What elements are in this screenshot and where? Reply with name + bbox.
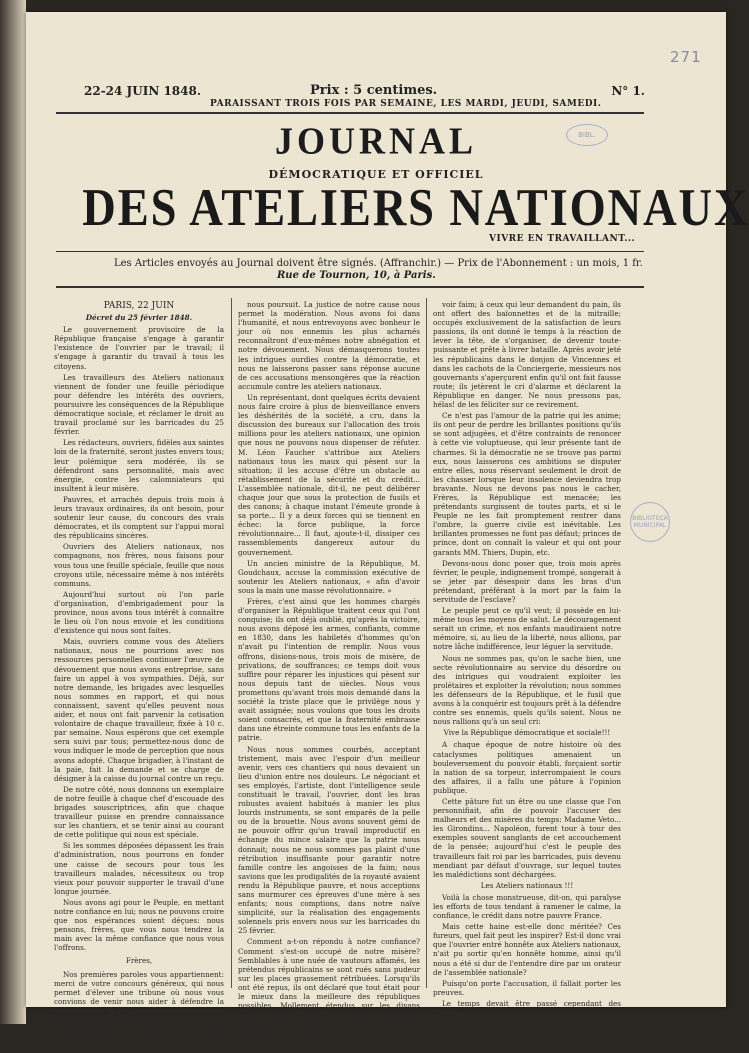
binding-edge (0, 0, 26, 1024)
column-divider (231, 298, 232, 988)
paragraph: Cette pâture fut un être ou une classe que l'on personnifiait, afin de pouvoir l'accuser des malheurs et des misères du temps: Madame Veto... les Girondins... Napoléon, furent tour à tour des exemples souvent sanglants de cet accouchement de la pensée; aujourd'hui c'est le peuple des travailleurs fait roi par les barricades, puis devenu mendiant par défaut d'ouvrage, sur lequel toutes les malédictions sont déchargées. (433, 796, 621, 879)
paragraph: Le peuple peut ce qu'il veut; il possède en lui-même tous les moyens de salut. Le découragement serait un crime, et nos enfants maudiraient notre mémoire, si, au lieu de la liberté, nous allions, par notre lâche indifférence, leur léguer la servitude. (433, 606, 621, 652)
paragraph: Nous nous sommes courbés, acceptant tristement, mais avec l'espoir d'un meilleur avenir, vers ces chantiers qui nous devaient un lieu d'union entre nos douleurs. Le négociant et ses employés, l'artiste, dont l'intelligence seule constituait le travail, l'ouvrier, dont les bras robustes avaient habitués à manier les plus lourds instruments, se sont emparés de la pelle ou de la brouette. Nous avons souvent gémi de ne pouvoir offrir qu'un travail improductif en échange du mince salaire que la patrie nous donnait; nous ne nous sommes pas plaint d'une rétribution insuffisante pour garantir notre famille contre les angoisses de la faim; nous savions que les prodigalités de la royauté avaient rendu la République pauvre, et nous acceptions sans murmurer ces épreuves d'une mère à ses enfants; nous comptions, dans notre naïve simplicité, sur la réalisation des engagements solennels pris envers nous sur les barricades du 25 février. (238, 744, 420, 936)
paragraph: Un ancien ministre de la République, M. Goudchaux, accuse la commission exécutive de soutenir les Ateliers nationaux, « afin d'avoir sous la main une masse révolutionnaire. » (238, 558, 420, 595)
paragraph: Pauvres, et arrachés depuis trois mois à leurs travaux ordinaires, ils ont besoin, pour soutenir leur cause, du concours des vrais démocrates, et ils comptent sur l'appui moral des républicains sincères. (54, 494, 224, 541)
paragraph: Les rédacteurs, ouvriers, fidèles aux saintes lois de la fraternité, seront justes envers tous; leur polémique sera modérée, ils se défendront sans personnalité, mais avec énergie, contre les calomniateurs qui insultent à leur misère. (54, 438, 224, 493)
folio-number: 271 (670, 48, 702, 66)
paragraph: Voilà la chose monstrueuse, dit-on, qui paralyse les efforts de tous tendant à ramener le calme, la confiance, le crédit dans notre pauvre France. (433, 892, 621, 921)
paragraph: A chaque époque de notre histoire où des cataclysmes politiques amenaient un bouleversement du pouvoir établi, forçaient sortir la nation de sa torpeur, interrompaient le cours des affaires, il a fallu une pâture à l'opinion publique. (433, 740, 621, 795)
dateline: PARIS, 22 JUIN (103, 301, 175, 311)
paragraph: Puisqu'on porte l'accusation, il fallait porter les preuves. (433, 978, 621, 997)
publication-schedule: PARAISSANT TROIS FOIS PAR SEMAINE, LES MARDI, JEUDI, SAMEDI. (210, 99, 602, 109)
paragraph: Comment a-t-on répondu à notre confiance? Comment s'est-on occupé de notre misère? Semblables à une nuée de vautours affamés, les prétendus républicains se sont rués sans pudeur sur les places grassement rétribuées. Lorsqu'ils ont été repus, ils ont déclaré que tout était pour le mieux dans la meilleure des républiques possibles. Mollement étendus sur les divans royaux, traînés dans les douces voitures de l'ancienne cour, ils se sont indignés que des misérables se plaignissent d'a- (238, 937, 420, 1038)
masthead-motto: VIVRE EN TRAVAILLANT... (489, 234, 636, 244)
paragraph: Mais cette haine est-elle donc méritée? Ces fureurs, quel fait peut les inspirer? Est-il donc vrai que l'ouvrier entré honnête aux Ateliers nationaux, n'ait pu sortir qu'en honnête homme, ainsi qu'il nous a été si dur de l'entendre dire par un orateur de l'assemblée nationale? (433, 922, 621, 977)
paragraph: Le gouvernement provisoire de la République française s'engage à garantir l'existence de l'ouvrier par le travail; il s'engage à garantir du travail à tous les citoyens. (54, 325, 224, 371)
paragraph: Nous avons agi pour le Peuple, en mettant notre confiance en lui; nous ne pouvons croire que nos espérances soient déçues: nous pensons, frères, que vous nous tendrez la main avec la même confiance que nous vous l'offrons. (54, 897, 224, 953)
decree-heading: Décret du 25 février 1848. (85, 313, 193, 323)
paragraph: Nous répondrons par des mots d'amour et de fraternité aux calomnies et aux injures dont on (54, 1026, 224, 1053)
paragraph: Un représentant, dont quelques écrits devaient nous faire croire à plus de bienveillance envers les déshérités de la société, a cru, dans la discussion des bureaux sur l'allocation des trois millions pour les ateliers nationaux, une opinion que nous ne pouvons nous dispenser de réfuter. M. Léon Faucher s'attribue aux Ateliers nationaux tous les maux qui pèsent sur la situation; il les accuse d'être un obstacle au rétablissement de la sécurité et du crédit... L'assemblée nationale, dit-il, ne peut délibérer chaque jour que sous la protection de fusils et des canons; à chaque instant l'émeute gronde à sa porte... Il y a deux forces qui se tiennent en échec: la force publique, la force révolutionnaire... Il faut, ajoute-t-il, dissiper ces rassemblements dangereux autour du gouvernement. (238, 392, 420, 557)
exclamation: Les Ateliers nationaux !!! (480, 880, 574, 890)
paragraph: Le temps devait être passé cependant des discus- (433, 998, 621, 1018)
paragraph: voir faim; à ceux qui leur demandent du pain, ils ont offert des baïonnettes et de la mitraille; occupés exclusivement de la satisfaction de leurs passions, ils ont donné le temps à la réaction de lever la tête, de s'organiser, de devenir toute-puissante et prête à livrer bataille. Après avoir jeté les républicains dans le donjon de Vincennes et dans les cachots de la Conciergerie, messieurs nos gouvernants s'aperçurent enfin qu'il ont fait fausse route; ils jetèrent le cri d'alarme et déclarent la République en danger. Ne nous pressons pas, hélas! de les féliciter sur ce revirement. (433, 300, 621, 410)
body-rule (56, 286, 644, 288)
library-stamp-side: BIBLIOTECA MUNICIPAL (630, 502, 670, 542)
masthead-journal: JOURNAL (274, 120, 477, 162)
rallying-cry: Vive la République démocratique et sociale!!! (443, 728, 611, 738)
article-column-2 (238, 300, 420, 1038)
paragraph: Nous ne sommes pas, qu'on le sache bien, une secte révolutionnaire au service du désordre ou des intrigues qui voudraient exploiter les prolétaires et exploiter la révolution; nous sommes les défenseurs de la République, et le fusil que avons à la conquérir est toujours prêt à la défendre contre ses ennemis, quels qu'ils soient. Nous ne nous rallions qu'à un seul cri: (433, 653, 621, 727)
issue-date: 22-24 JUIN 1848. (84, 84, 202, 98)
masthead-subtitle: DÉMOCRATIQUE ET OFFICIEL (268, 168, 484, 181)
paragraph: Frères, c'est ainsi que les hommes chargés d'organiser la République traitent ceux qui l'ont conquise; ils ont déjà oublié, qu'après la victoire, nous avons déposé les armes, confiants, comme en 1830, dans les habiletés d'hommes qu'on n'avait pu l'intention de remplir. Nous vous offrons, disions-nous, trois mois de misère, de privations, de souffrances; ce temps doit vous suffire pour réparer les injustices qui pèsent sur nous depuis tant de siècles. Nous vous promettons qu'avant trois mois demandé dans la société la triste place que le privilège nous y avait assignée; nous voulons que tous les droits soient consacrés, et que la fraternité embrasse dans une étreinte commune tous les enfants de la patrie. (238, 597, 420, 743)
masthead-rule (56, 251, 644, 252)
newspaper-page (26, 12, 749, 1053)
article-column-1 (54, 300, 224, 1053)
paragraph: Mais, ouvriers comme vous des Ateliers nationaux, nous ne pourrions avec nos ressources personnelles continuer l'œuvre de dévouement que nous avons entreprise, sans faire un appel à vos sympathies. Déjà, sur notre demande, les brigades avec lesquelles nous sommes en rapport, et qui nous connaissent, savent qu'elles peuvent nous aider, et nous ont fait parvenir la cotisation volontaire de chaque travailleur, fixée à 10 c. par semaine. Nous espérons que cet exemple sera suivi par tous; permettez-nous donc de vous indiquer le mode de perception que nous avons adopté. Chaque brigadier, à l'instant de la paie, fait la demande et se charge de désigner à la caisse du journal contre un reçu. (54, 637, 224, 783)
masthead-title: DES ATELIERS NATIONAUX (82, 177, 749, 237)
paragraph: Ouvriers des Ateliers nationaux, nos compagnons, nos frères, nous faisons pour vous tous une feuille spéciale, feuille que nous croyons utile, nécessaire même à nos intérêts communs. (54, 542, 224, 588)
article-column-3 (433, 300, 621, 1018)
subscription-notice: Les Articles envoyés au Journal doivent être signés. (Affranchir.) — Prix de l'Abonnement : un mois, 1 fr. (114, 258, 643, 269)
paragraph: nous poursuit. La justice de notre cause nous permet la modération. Nous avons foi dans l'humanité, et nous entrevoyons avec bonheur le jour où nos ennemis les plus acharnés reconnaîtront d'eux-mêmes notre abnégation et notre dévouement. Nous démasquerons toutes les intrigues ourdies contre la démocratie, et nous ne laisserons passer sans réponse aucune de ces accusations mensongères que la réaction accumule contre les ateliers nationaux. (238, 300, 420, 391)
paragraph: Les travailleurs des Ateliers nationaux viennent de fonder une feuille périodique pour défendre les intérêts des ouvriers, poursuivre les conséquences de la République démocratique sociale, et réclamer le droit au travail proclamé sur les barricades du 25 février. (54, 372, 224, 437)
paragraph: De notre côté, nous donnons un exemplaire de notre feuille à chaque chef d'escouade des brigades souscriptrices, afin que chaque travailleur puisse en prendre connaissance sur les chantiers, et se tenir ainsi au courant de cette politique qui nous est spéciale. (54, 784, 224, 840)
column-divider (426, 298, 427, 988)
paragraph: Devons-nous donc poser que, trois mois après février, le peuple, indignement trompé, songerait à se jeter par désespoir dans les bras d'un prétendant, préférant à la mort par la faim la servitude de l'esclave? (433, 558, 621, 604)
issue-number: N° 1. (611, 84, 645, 98)
salutation: Frères, (125, 956, 153, 966)
paragraph: Si les sommes déposées dépassent les frais d'administration, nous pourrons en fonder une caisse de secours pour tous les travailleurs malades, nécessiteux ou trop vieux pour pouvoir supporter le travail d'une longue journée. (54, 841, 224, 896)
top-rule (56, 112, 644, 114)
paragraph: Aujourd'hui surtout où l'on parle d'organisation, d'embrigadement pour la province, nous avons tous intérêt à connaître le lieu où l'on nous envoie et les conditions d'existence qui nous sont faites. (54, 589, 224, 636)
office-address: Rue de Tournon, 10, à Paris. (277, 270, 436, 281)
library-stamp: BIBL. (566, 124, 608, 146)
issue-price: Prix : 5 centimes. (310, 83, 438, 98)
paragraph: Ce n'est pas l'amour de la patrie qui les anime; ils ont peur de perdre les brillantes positions qu'ils se sont adjugées, et d'être contraints de renoncer à cette vie voluptueuse, qui leur présente tant de charmes. Si la démocratie ne se trouve pas parmi eux, nous laisserons ces ambitions se disputer entre elles, nous réservant seulement le droit de les chasser lorsque leur insolence deviendra trop bravante. Nous ne devons pas nous le cacher, Frères, la République est menacée; les prétendants surgissent de toutes parts, et si le Peuple ne les fait promptement rentrer dans l'ombre, la guerre civile est inévitable. Les brillantes promesses ne font pas défaut; princes de prince, dont on connaît la valeur et qui ont pour garants MM. Thiers, Dupin, etc. (433, 411, 621, 557)
paragraph: Nos premières paroles vous appartiennent: merci de votre concours généreux, qui nous permet d'élever une tribune où nous vous convions de venir nous aider à défendre la cause sacrée de la République démocratique et les droits des travailleurs. (54, 969, 224, 1025)
